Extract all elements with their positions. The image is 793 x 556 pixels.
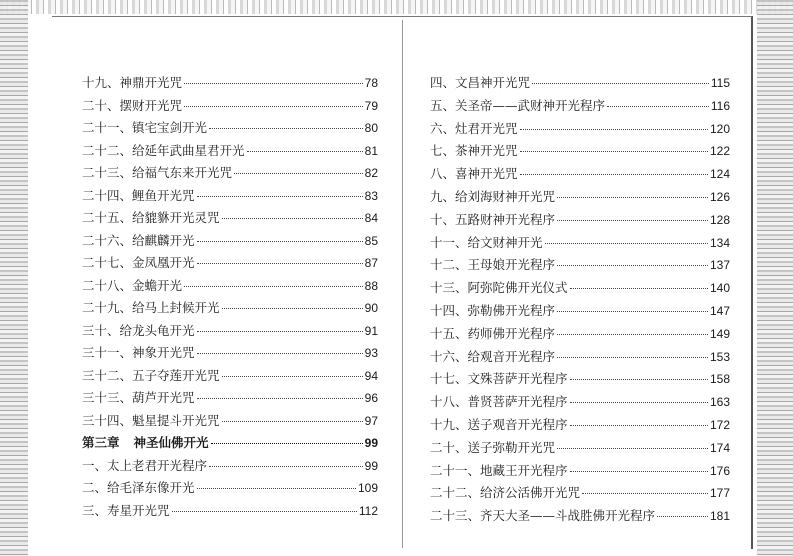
dot-leader: [209, 466, 363, 467]
toc-entry: [430, 415, 730, 438]
toc-page-number: 79: [364, 98, 378, 113]
toc-entry: [430, 483, 730, 506]
toc-page-number: 181: [709, 509, 730, 524]
toc-entry: [82, 231, 378, 254]
toc-entry-title: 二十四、鲤鱼开光咒: [82, 187, 195, 203]
toc-page-number: 147: [709, 303, 730, 318]
toc-entry: [82, 343, 378, 366]
chapter-number: 第三章: [82, 435, 120, 450]
dot-leader: [607, 106, 709, 107]
toc-entry-title: 七、茶神开光咒: [430, 143, 518, 159]
toc-entry-title: 二十一、地藏王开光程序: [430, 462, 568, 478]
toc-entry-title: 十二、王母娘开光程序: [430, 257, 556, 273]
toc-entry-title: 十、五路财神开光程序: [430, 211, 556, 227]
toc-entry: [82, 208, 378, 231]
toc-entry: [82, 118, 378, 141]
toc-entry: [82, 186, 378, 209]
toc-entry-title: 九、给刘海财神开光咒: [430, 188, 556, 204]
toc-entry-title: 十九、神鼎开光咒: [82, 75, 183, 90]
dot-leader: [197, 331, 363, 332]
toc-page-number: 163: [709, 395, 730, 410]
toc-entry-title: 二十一、镇宅宝剑开光: [82, 120, 208, 135]
dot-leader: [197, 263, 363, 264]
dot-leader: [247, 151, 363, 152]
toc-entry: [430, 301, 730, 324]
toc-entry-title: 二十七、金凤凰开光: [82, 255, 195, 270]
dot-leader: [222, 218, 363, 219]
toc-entry: [82, 321, 378, 344]
dot-leader: [197, 398, 363, 399]
toc-entry-title: 十三、阿弥陀佛开光仪式: [430, 280, 568, 296]
toc-page-number: 174: [709, 440, 730, 455]
dot-leader: [184, 106, 363, 107]
toc-page-number: 91: [364, 323, 378, 338]
toc-entry-title: 一、太上老君开光程序: [82, 457, 208, 473]
toc-page-number: 88: [364, 278, 378, 293]
toc-entry: [430, 73, 730, 96]
toc-entry: [430, 461, 730, 484]
toc-entry-title: 三十一、神象开光咒: [82, 345, 195, 360]
toc-entry: [430, 164, 730, 187]
toc-page-number: 112: [358, 503, 378, 518]
dot-leader: [570, 402, 708, 403]
toc-entry: [430, 506, 730, 529]
toc-page-number: 134: [709, 235, 730, 250]
toc-page-number: 176: [709, 463, 730, 478]
dot-leader: [570, 425, 708, 426]
toc-entry-title: 二十六、给麒麟开光: [82, 232, 195, 248]
toc-entry-title: 三十三、葫芦开光咒: [82, 390, 195, 405]
toc-chapter-heading: [82, 433, 378, 456]
toc-page-number: 82: [364, 166, 378, 180]
toc-entry-title: 十一、给文财神开光: [430, 234, 543, 250]
toc-entry-title: 三十四、魁星提斗开光咒: [82, 412, 220, 428]
toc-entry: [430, 96, 730, 119]
toc-entry-title: 二十、送子弥勒开光咒: [430, 439, 556, 455]
toc-page-number: 120: [709, 121, 730, 136]
dot-leader: [184, 83, 363, 84]
toc-page-number: 124: [709, 167, 730, 182]
toc-page-number: 83: [364, 188, 378, 203]
scan-top-border: [0, 0, 793, 14]
toc-page-number: 94: [364, 368, 378, 383]
dot-leader: [557, 265, 708, 266]
toc-page-number: 80: [364, 121, 378, 135]
dot-leader: [557, 357, 708, 358]
dot-leader: [211, 443, 363, 444]
toc-entry: [82, 388, 378, 411]
toc-page-number: 122: [709, 144, 730, 159]
toc-entry: [430, 255, 730, 278]
toc-page-number: 140: [709, 281, 730, 296]
dot-leader: [197, 196, 363, 197]
dot-leader: [570, 288, 708, 289]
toc-entry: [82, 411, 378, 434]
toc-page-number: 109: [357, 481, 378, 495]
toc-entry-title: 三十二、五子夺莲开光咒: [82, 367, 220, 383]
toc-entry-title: 二十二、给济公活佛开光咒: [430, 485, 581, 501]
dot-leader: [557, 334, 708, 335]
toc-entry: [430, 141, 730, 164]
toc-entry: [82, 478, 378, 501]
dot-leader: [557, 220, 708, 221]
toc-entry-title: 十六、给观音开光程序: [430, 348, 556, 364]
dot-leader: [222, 308, 363, 309]
dot-leader: [520, 174, 708, 175]
toc-entry-title: 三十、给龙头龟开光: [82, 322, 195, 338]
dot-leader: [520, 129, 708, 130]
toc-entry-title: 十四、弥勒佛开光程序: [430, 302, 556, 318]
toc-entry-title: 二十八、金蟾开光: [82, 277, 183, 293]
chapter-title: 神圣仙佛开光: [133, 435, 209, 450]
toc-page-number: 87: [364, 256, 378, 270]
toc-entry-title: 二、给毛泽东像开光: [82, 480, 195, 495]
toc-entry: [430, 278, 730, 301]
toc-entry: [82, 366, 378, 389]
dot-leader: [545, 243, 708, 244]
dot-leader: [222, 421, 363, 422]
toc-entry: [430, 210, 730, 233]
toc-entry-title: 八、喜神开光咒: [430, 166, 518, 182]
toc-entry: [82, 253, 378, 276]
toc-entry: [82, 141, 378, 164]
dot-leader: [532, 83, 709, 84]
toc-entry: [430, 324, 730, 347]
toc-entry: [82, 96, 378, 119]
dot-leader: [570, 379, 708, 380]
toc-page-number: 97: [364, 413, 378, 428]
toc-entry-title: [82, 433, 209, 451]
scan-right-edge: [757, 0, 793, 556]
toc-entry-title: 十五、药师佛开光程序: [430, 325, 556, 341]
toc-entry-title: 二十九、给马上封候开光: [82, 300, 220, 315]
toc-entry: [430, 369, 730, 392]
toc-page-number: 149: [709, 326, 730, 341]
toc-page-number: 158: [709, 372, 730, 387]
toc-entry: [82, 501, 378, 524]
dot-leader: [234, 173, 363, 174]
dot-leader: [172, 511, 357, 512]
toc-left-column: [82, 73, 378, 523]
toc-entry-title: 二十三、齐天大圣——斗战胜佛开光程序: [430, 508, 656, 524]
dot-leader: [209, 128, 363, 129]
toc-page-number: 96: [364, 391, 378, 405]
dot-leader: [184, 286, 363, 287]
toc-page-number: 85: [364, 233, 378, 248]
toc-page-number: 99: [364, 436, 378, 450]
toc-entry: [82, 276, 378, 299]
toc-entry: [430, 119, 730, 142]
toc-entry-title: 二十三、给福气东来开光咒: [82, 165, 233, 180]
toc-entry-title: 二十五、给貔貅开光灵咒: [82, 210, 220, 225]
dot-leader: [582, 493, 708, 494]
toc-page-number: 177: [709, 486, 730, 501]
toc-page-number: 153: [709, 349, 730, 364]
dot-leader: [557, 197, 708, 198]
toc-entry-title: 十八、普贤菩萨开光程序: [430, 394, 568, 410]
toc-page-number: 137: [709, 258, 730, 273]
toc-page-number: 84: [364, 211, 378, 225]
dot-leader: [557, 448, 708, 449]
toc-page-number: 128: [709, 212, 730, 227]
toc-entry-title: 二十二、给延年武曲星君开光: [82, 142, 245, 158]
toc-entry: [430, 347, 730, 370]
toc-entry: [82, 163, 378, 186]
dot-leader: [557, 311, 708, 312]
toc-entry: [430, 392, 730, 415]
column-divider: [402, 20, 403, 548]
toc-entry-title: 五、关圣帝——武财神开光程序: [430, 97, 606, 113]
toc-right-column: [430, 73, 730, 529]
toc-page-number: 78: [364, 76, 378, 90]
toc-entry-title: 十九、送子观音开光程序: [430, 416, 568, 432]
dot-leader: [657, 516, 708, 517]
dot-leader: [197, 353, 363, 354]
toc-entry: [82, 73, 378, 96]
toc-page-number: 99: [364, 458, 378, 473]
scan-left-edge: [0, 0, 28, 556]
toc-entry-title: 十七、文殊菩萨开光程序: [430, 371, 568, 387]
toc-entry-title: 四、文昌神开光咒: [430, 75, 531, 90]
toc-page-number: 126: [709, 189, 730, 204]
dot-leader: [197, 488, 356, 489]
toc-entry: [82, 298, 378, 321]
toc-entry-title: 六、灶君开光咒: [430, 120, 518, 136]
toc-page-number: 116: [710, 98, 730, 113]
dot-leader: [570, 471, 708, 472]
toc-entry: [430, 438, 730, 461]
toc-entry-title: 三、寿星开光咒: [82, 502, 170, 518]
toc-page-number: 81: [364, 143, 378, 158]
toc-entry: [430, 233, 730, 256]
dot-leader: [197, 241, 363, 242]
toc-page-number: 115: [710, 76, 730, 90]
dot-leader: [520, 151, 708, 152]
toc-page-number: 90: [364, 301, 378, 315]
toc-entry: [82, 456, 378, 479]
dot-leader: [222, 376, 363, 377]
toc-page-number: 93: [364, 346, 378, 360]
toc-page-number: 172: [709, 417, 730, 432]
toc-entry: [430, 187, 730, 210]
toc-entry-title: 二十、摆财开光咒: [82, 97, 183, 113]
